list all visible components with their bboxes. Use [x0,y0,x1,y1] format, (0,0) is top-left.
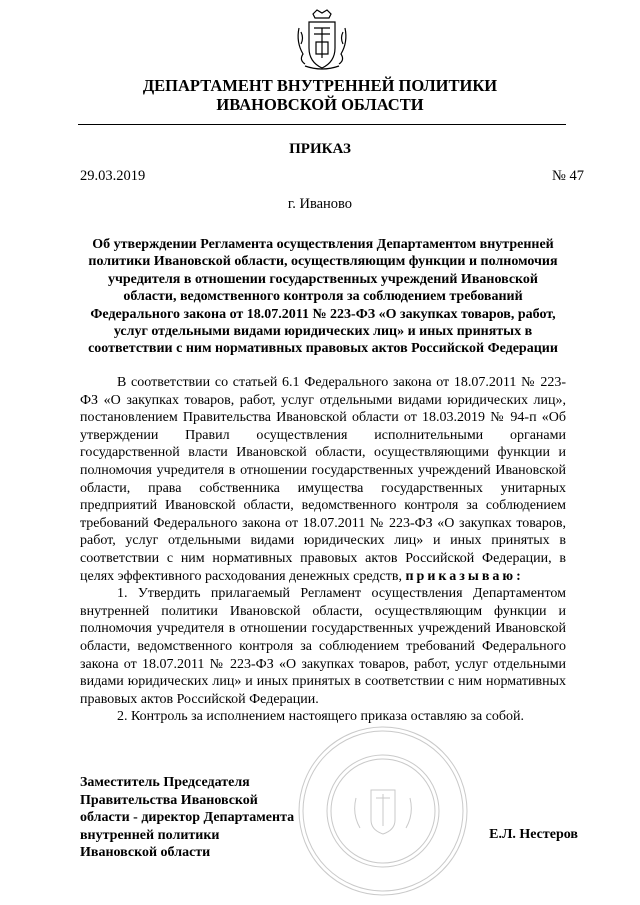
position-line-5: Ивановской области [80,845,211,860]
signatory-position [80,774,294,862]
position-line-4: внутренней политики [80,827,220,843]
body-item-2: 2. Контроль за исполнением настоящего приказа оставляю за собой. [117,709,525,725]
signatory-name: Е.Л. Нестеров [489,827,578,842]
position-line-2: Правительства Ивановской [80,792,258,808]
department-name [0,76,640,114]
order-subject: Об утверждении Регламента осуществления Департаментом внутренней политики Ивановской области, осуществляющим функции и полномочия учредителя в отношении государственных учреждений Ивановской области, ведомственного контроля за соблюдением требований Федерального закона от 18.07.2011 № 223-ФЗ «О закупках товаров, работ, услуг отдельными видами юридических лиц» и иных принятых в соответствии с ним нормативных правовых актов Российской Федерации [88,237,558,357]
intro-text: В соответствии со статьей 6.1 Федерального закона от 18.07.2011 № 223-ФЗ «О закупках товаров, работ, услуг отдельными видами юридических лиц», постановлением Правительства Ивановской области от 18.03.2019 № 94-п «Об утверждении Правил осуществления исполнительными органами государственной власти Ивановской области, осуществляющими функции и полномочия учредителя в отношении государственных учреждений Ивановской области, права собственника имущества государственных унитарных предприятий Ивановской области, ведомственного контроля за соблюдением требований Федерального закона от 18.07.2011 № 223-ФЗ «О закупках товаров, работ, услуг отдельными видами юридических лиц» и иных принятых в соответствии с ним нормативных правовых актов Российской Федерации, в целях эффективного расходования денежных средств, [80,375,566,584]
order-title: ПРИКАЗ [289,141,351,157]
order-number: № 47 [552,168,584,184]
department-line-2: ИВАНОВСКОЙ ОБЛАСТИ [216,95,424,114]
official-seal-icon [296,724,470,898]
body-intro [80,374,566,585]
order-city: г. Иваново [287,196,353,212]
position-line-1: Заместитель Председателя [80,775,250,790]
position-line-3: области - директор Департамента [80,810,295,825]
body-item-1: 1. Утвердить прилагаемый Регламент осуществления Департаментом внутренней политики Ивановской области, осуществляющим функции и полномочия учредителя в отношении государственных учреждений Ивановской области, ведомственного контроля за соблюдением требований Федерального закона от 18.07.2011 № 223-ФЗ «О закупках товаров, работ, услуг отдельными видами юридических лиц» и иных принятых в соответствии с ним нормативных правовых актов Российской Федерации. [80,586,566,707]
order-word: приказываю: [405,568,524,584]
order-body [80,374,566,726]
order-date: 29.03.2019 [80,168,146,184]
coat-of-arms-icon [293,8,351,72]
header-divider [78,124,566,125]
department-line-1: ДЕПАРТАМЕНТ ВНУТРЕННЕЙ ПОЛИТИКИ [142,76,498,95]
